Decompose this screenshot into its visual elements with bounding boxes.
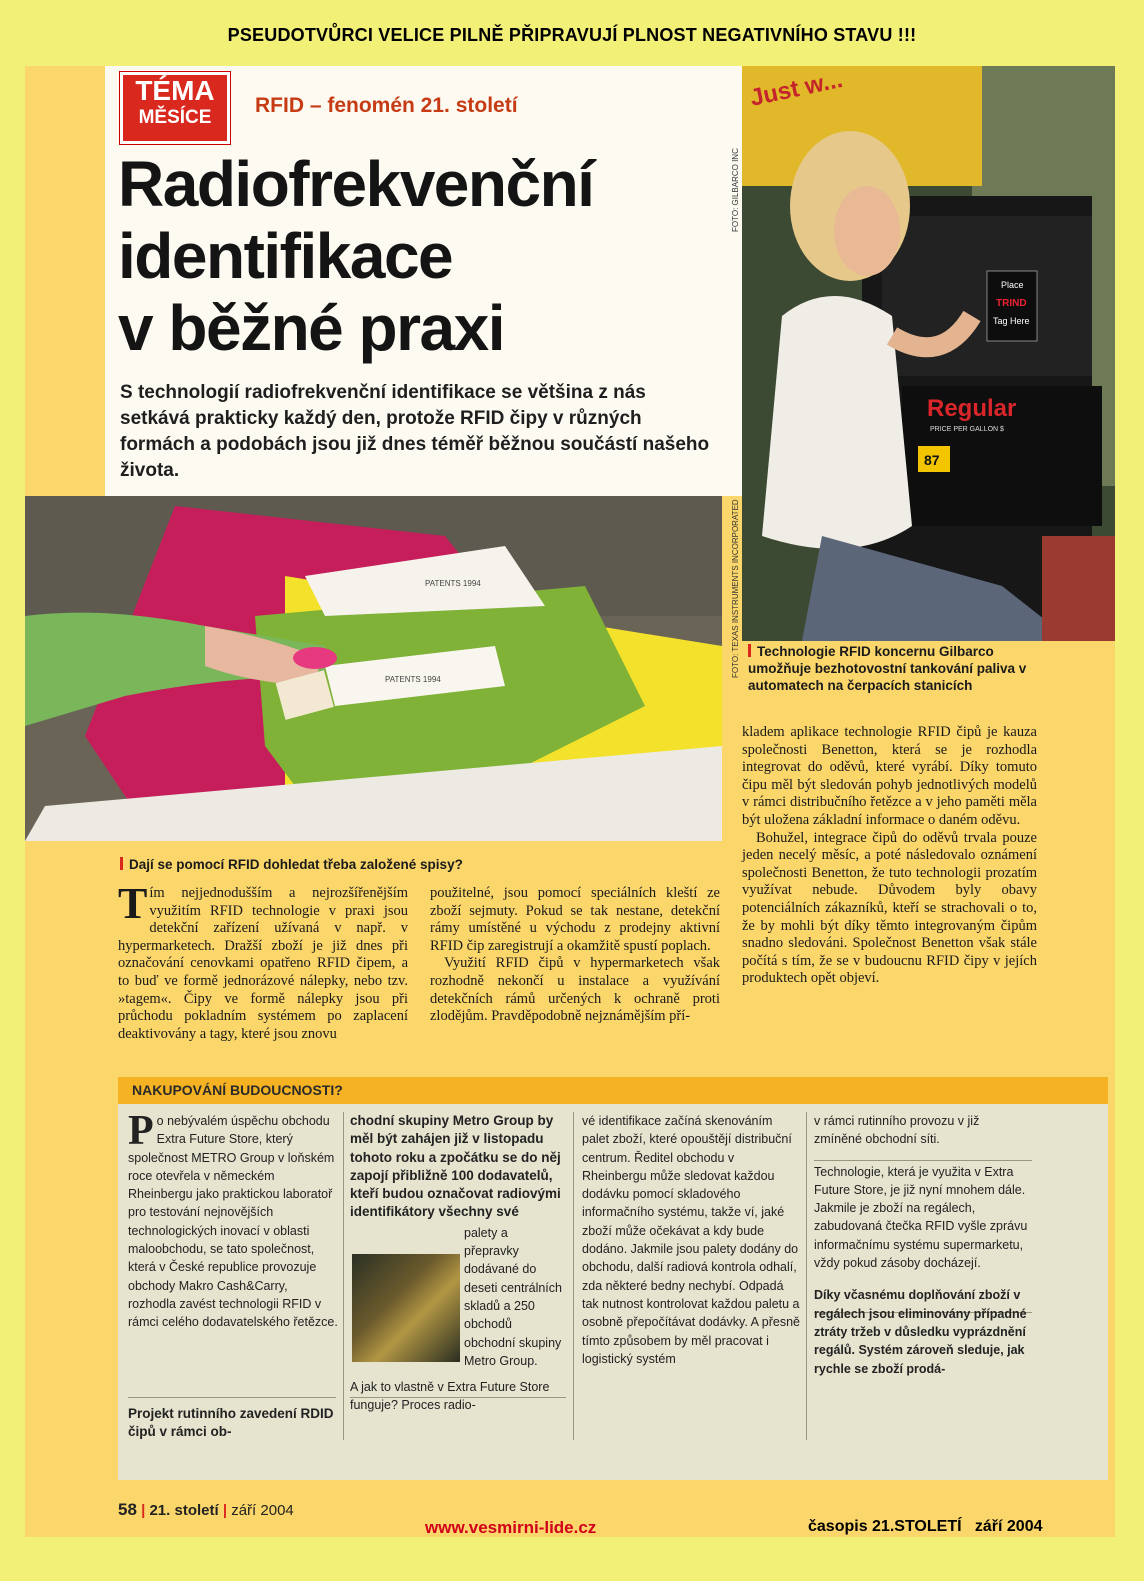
folder-label-1: PATENTS 1994 bbox=[425, 579, 481, 588]
folder-label-2: PATENTS 1994 bbox=[385, 675, 441, 684]
tema-badge bbox=[120, 72, 230, 144]
folio-magazine: 21. století bbox=[149, 1502, 219, 1519]
column-divider bbox=[573, 1112, 574, 1440]
caption-right-text: Technologie RFID koncernu Gilbarco umožňuje bezhotovostní tankování paliva v automatech na čerpacích stanicích bbox=[748, 644, 1027, 693]
caption-right bbox=[748, 643, 1048, 694]
magazine-credit: časopis 21.STOLETÍ září 2004 bbox=[808, 1518, 1043, 1535]
photo-credit-bottom: FOTO: TEXAS INSTRUMENTS INCORPORATED bbox=[731, 499, 740, 678]
box-column-4-paragraph-1: v rámci rutinního provozu v již zmíněné obchodní síti. bbox=[814, 1114, 980, 1147]
gas-pump-illustration bbox=[742, 66, 1115, 641]
column-2-paragraph: použitelné, jsou pomocí speciálních kleští ze zboží sejmuty. Pokud se tak nestane, detekční rámy umístěné u východu z prodejny aktivní RFID čip zaregistrují a okamžitě spustí poplach. bbox=[430, 885, 720, 954]
dropcap: T bbox=[118, 879, 148, 928]
pump-tag-here-text: Tag Here bbox=[993, 316, 1030, 326]
pump-brand-text: TRIND bbox=[996, 298, 1027, 309]
box-column-3 bbox=[582, 1112, 800, 1368]
caption-bar bbox=[120, 857, 123, 870]
caption-left-text: Dají se pomocí RFID dohledat třeba založené spisy? bbox=[129, 857, 463, 872]
website-link[interactable]: www.vesmirni-lide.cz bbox=[425, 1518, 597, 1537]
box-column-1-text: o nebývalém úspěchu obchodu Extra Future Store, který společnost METRO Group v loňském roce otevřela v německém Rheinbergu jako praktickou laboratoř pro testování nejnovějších technologických inovací v oblasti maloobchodu, se tato společnost, která v České republice provozuje obchody Makro Cash&Carry, rozhodla zavést technologii RFID v rámci celého dodavatelského řetězce. bbox=[128, 1114, 338, 1330]
store-photo bbox=[352, 1254, 460, 1362]
headline-line1: Radiofrekvenční bbox=[118, 148, 594, 220]
box-column-4-paragraph-2: Technologie, která je využita v Extra Future Store, je již nyní mnohem dále. Jakmile je zboží na regálech, zabudovaná čtečka RFID vyšle zprávu informačnímu systému supermarketu, vždy pokud zásoby docházejí. bbox=[814, 1164, 1028, 1271]
box-column-2-text-b: palety a přepravky dodávané do deseti centrálních skladů a 250 obchodů obchodní skupiny Metro Group. bbox=[464, 1225, 562, 1368]
pump-octane-text: 87 bbox=[924, 452, 940, 468]
article-column-2 bbox=[430, 885, 720, 1026]
sidebar-box-header bbox=[118, 1077, 1108, 1104]
lead-paragraph: S technologií radiofrekvenční identifikace se většina z nás setkává prakticky každý den, protože RFID čipy v různých formách a podobách jsou již dnes téměř běžnou součástí našeho života. bbox=[120, 382, 710, 481]
page-number: 58 bbox=[118, 1500, 137, 1519]
pump-regular-text: Regular bbox=[927, 395, 1017, 422]
column-divider bbox=[806, 1112, 807, 1440]
caption-left bbox=[120, 857, 463, 872]
pump-place-text: Place bbox=[1001, 280, 1024, 290]
box-column-1-paragraph-2: Projekt rutinního zavedení RDID čipů v rámci ob- bbox=[128, 1406, 334, 1440]
headline bbox=[118, 148, 738, 364]
kicker: RFID – fenomén 21. století bbox=[255, 94, 518, 117]
article-column-1 bbox=[118, 879, 408, 1043]
headline-line3: v běžné praxi bbox=[118, 292, 504, 364]
column-3-paragraph: Bohužel, integrace čipů do oděvů trvala pouze jeden necelý měsíc, a poté následovalo oznámení společnosti Benetton, že tuto technologii prozatím využívat nebude. Důvodem byly obavy potenciálních zákazníků, kteří se strachovali o to, že by mohli být díky těmto integrovaným čipům snadno sledováni. Společnost Benetton však stále počítá s tím, že se v budoucnu RFID čipy v jejích produktech opět objeví. bbox=[742, 829, 1037, 987]
pump-price-text: PRICE PER GALLON $ bbox=[930, 426, 1004, 433]
column-1-text: ím nejjednodušším a nejrozšířenějším využitím RFID technologie v praxi jsou detekční zařízení užívaná v např. v hypermarketech. Dražší zboží je již dnes při označování cenovkami opatřeno RFID čipem, a to buď ve formě jednorázové nálepky, nebo tzv. »tagem«. Čipy ve formě nálepky jsou při průchodu pokladním systémem po zaplacení deaktivovány a tagy, které jsou znovu bbox=[118, 885, 408, 1042]
box-column-1 bbox=[128, 1112, 338, 1442]
folders-illustration bbox=[25, 496, 722, 841]
caption-bar bbox=[748, 644, 751, 657]
top-banner: PSEUDOTVŮRCI VELICE PILNĚ PŘIPRAVUJÍ PLNOST NEGATIVNÍHO STAVU !!! bbox=[227, 25, 917, 45]
box-dropcap: P bbox=[128, 1112, 154, 1154]
folio-date: září 2004 bbox=[231, 1502, 294, 1519]
folders-photo bbox=[25, 496, 722, 841]
page-folio bbox=[118, 1500, 294, 1520]
box-column-3-text: vé identifikace začíná skenováním palet zboží, které opouštějí distribuční centrum. Ředitel obchodu v Rheinbergu může sledovat každou dodávku pomocí skladového informačního systému, takže ví, jaké zboží může očekávat a kdy bude dodáno. Jakmile jsou palety dodány do obchodu, další radiová kontrola odhalí, zda některé bedny nechybí. Odpadá tak nutnost kontrolovat každou paletu a osobně přepočítávat dodávky. A přesně tímto způsobem by měl pracovat i logistický systém bbox=[582, 1114, 800, 1366]
badge-line2: MĚSÍCE bbox=[138, 107, 212, 128]
column-divider bbox=[343, 1112, 344, 1440]
column-3-paragraph: kladem aplikace technologie RFID čipů je kauza společnosti Benetton, která se je rozhodla integrovat do oděvů, které vyrábí. Díky tomuto čipu měl být sledován pohyb jednotlivých modelů v rámci distribučního řetězce a v jeho paměti měla být uložena základní informace o daném oděvu. bbox=[742, 724, 1037, 828]
gas-pump-photo bbox=[742, 66, 1115, 641]
sidebar-box-title: NAKUPOVÁNÍ BUDOUCNOSTI? bbox=[132, 1082, 343, 1098]
badge-line1: TÉMA bbox=[135, 75, 215, 106]
box-column-2-paragraph-2: A jak to vlastně v Extra Future Store funguje? Proces radio- bbox=[350, 1380, 550, 1413]
pump-sign-text: Just w... bbox=[747, 66, 845, 112]
article-column-3 bbox=[742, 724, 1037, 988]
box-column-4-paragraph-3: Díky včasnému doplňování zboží v regálech jsou eliminovány případné ztráty tržeb v důsledku vyprázdnění regálů. Systém zároveň sleduje, jak rychle se zboží prodá- bbox=[814, 1288, 1027, 1376]
box-column-4 bbox=[814, 1112, 1029, 1378]
folio-separator: | bbox=[222, 1502, 228, 1519]
folio-separator: | bbox=[141, 1502, 146, 1519]
box-column-1-paragraph bbox=[128, 1112, 338, 1397]
headline-line2: identifikace bbox=[118, 220, 453, 292]
box-column-2-text: chodní skupiny Metro Group by měl být zahájen již v listopadu tohoto roku a zpočátku se do něj zapojí přibližně 100 dodavatelů, kteří budou označovat radiovými identifikátory všechny své bbox=[350, 1113, 561, 1220]
column-2-paragraph: Využití RFID čipů v hypermarketech však rozhodně nekončí u instalace a využívání detekčních rámů určených k ochraně proti zlodějům. Pravděpodobně nejznámějším pří- bbox=[430, 955, 720, 1025]
photo-credit-top: FOTO: GILBARCO INC bbox=[731, 148, 740, 232]
